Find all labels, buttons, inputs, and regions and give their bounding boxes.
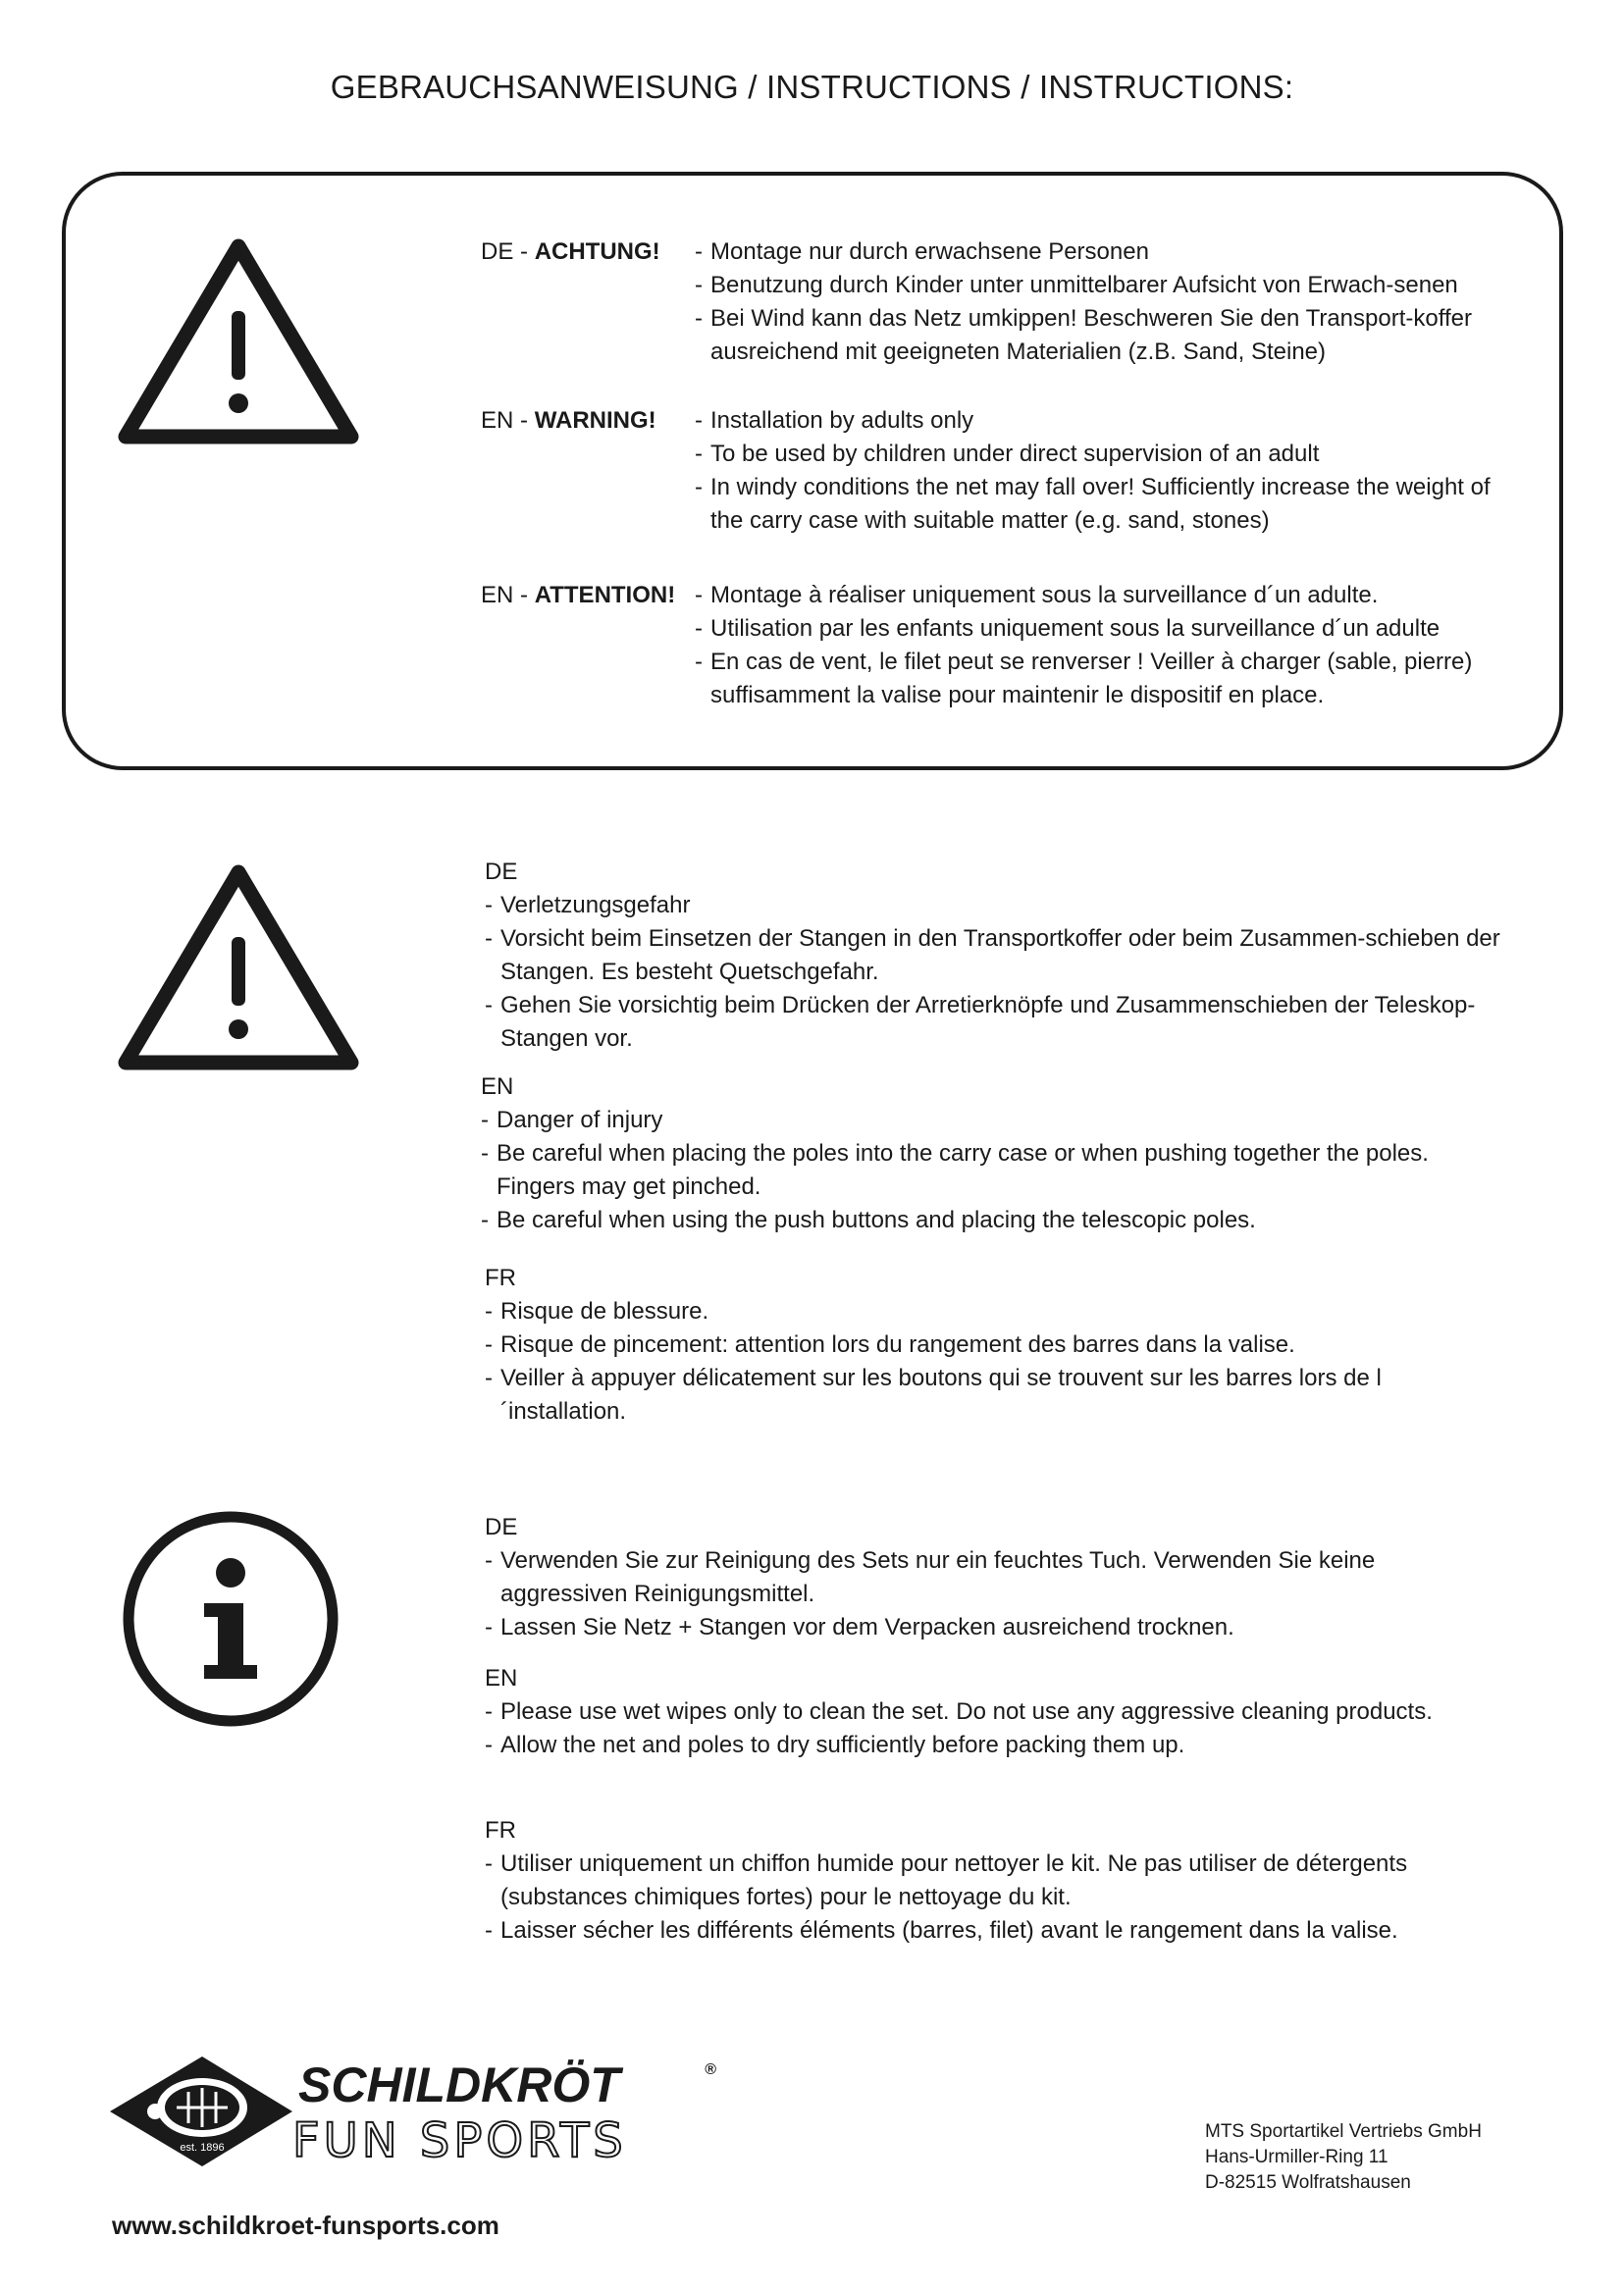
lang-code: EN bbox=[481, 582, 514, 608]
lang-heading: EN bbox=[481, 1073, 514, 1100]
injury-fr bbox=[485, 1262, 1505, 1429]
care-fr bbox=[485, 1814, 1505, 1948]
website-link[interactable]: www.schildkroet-funsports.com bbox=[112, 2211, 499, 2240]
company-address bbox=[1205, 2119, 1482, 2196]
lang-sep: - bbox=[520, 582, 529, 608]
lang-heading: FR bbox=[485, 1817, 516, 1844]
logo-sub: FUN SPORTS bbox=[292, 2113, 627, 2168]
care-en bbox=[485, 1662, 1505, 1762]
list-item: - Utilisation par les enfants uniquement sous la surveillance d´un adulte bbox=[695, 612, 1519, 646]
list-item: - Please use wet wipes only to clean the set. Do not use any aggressive cleaning products. bbox=[485, 1695, 1505, 1729]
list-item: - Be careful when using the push buttons and placing the telescopic poles. bbox=[481, 1204, 1501, 1237]
list-item: - Be careful when placing the poles into the carry case or when pushing together the poles. Fingers may get pinched. bbox=[481, 1137, 1501, 1204]
lang-sep: - bbox=[520, 407, 529, 434]
warning-triangle-icon bbox=[116, 859, 361, 1079]
info-circle-icon bbox=[120, 1508, 341, 1730]
list-item: - Risque de blessure. bbox=[485, 1295, 1505, 1328]
list-item: - In windy conditions the net may fall over! Sufficiently increase the weight of the carry case with suitable matter (e.g. sand, stones) bbox=[695, 471, 1519, 538]
list-item: - Montage nur durch erwachsene Personen bbox=[695, 235, 1519, 269]
list-item: - Risque de pincement: attention lors du rangement des barres dans la valise. bbox=[485, 1328, 1505, 1362]
list-item: - Veiller à appuyer délicatement sur les boutons qui se trouvent sur les barres lors de l´installation. bbox=[485, 1362, 1505, 1429]
company-name: MTS Sportartikel Vertriebs GmbH bbox=[1205, 2121, 1482, 2142]
page-title: GEBRAUCHSANWEISUNG / INSTRUCTIONS / INSTRUCTIONS: bbox=[330, 69, 1294, 105]
list-item: - Gehen Sie vorsichtig beim Drücken der Arretierknöpfe und Zusammenschieben der Teleskop-Stangen vor. bbox=[485, 989, 1505, 1056]
logo-brand: SCHILDKRÖT bbox=[298, 2057, 620, 2112]
warning-triangle-icon bbox=[116, 233, 361, 453]
list-item: - Bei Wind kann das Netz umkippen! Beschweren Sie den Transport-koffer ausreichend mit geeigneten Materialien (z.B. Sand, Steine) bbox=[695, 302, 1519, 369]
list-item: - To be used by children under direct supervision of an adult bbox=[695, 438, 1519, 471]
lang-heading: DE bbox=[485, 1514, 518, 1540]
company-street: Hans-Urmiller-Ring 11 bbox=[1205, 2147, 1388, 2167]
injury-de bbox=[485, 856, 1505, 1056]
list-item: - Benutzung durch Kinder unter unmittelbarer Aufsicht von Erwach-senen bbox=[695, 269, 1519, 302]
list-item: - Danger of injury bbox=[481, 1104, 1501, 1137]
list-item: - Verletzungsgefahr bbox=[485, 889, 1505, 922]
warning-word: ATTENTION! bbox=[534, 582, 676, 608]
list-item: - Utiliser uniquement un chiffon humide pour nettoyer le kit. Ne pas utiliser de détergents (substances chimiques fortes) pour le nettoyage du kit. bbox=[485, 1848, 1505, 1914]
lang-sep: - bbox=[520, 238, 529, 265]
care-de bbox=[485, 1511, 1505, 1644]
list-item: - Installation by adults only bbox=[695, 404, 1519, 438]
company-city: D-82515 Wolfratshausen bbox=[1205, 2172, 1411, 2193]
list-item: - En cas de vent, le filet peut se renverser ! Veiller à charger (sable, pierre) suffisamment la valise pour maintenir le dispositif en place. bbox=[695, 646, 1519, 712]
list-item: - Allow the net and poles to dry sufficiently before packing them up. bbox=[485, 1729, 1505, 1762]
injury-en bbox=[481, 1070, 1501, 1237]
list-item: - Montage à réaliser uniquement sous la surveillance d´un adulte. bbox=[695, 579, 1519, 612]
lang-heading: DE bbox=[485, 859, 518, 885]
list-item: - Vorsicht beim Einsetzen der Stangen in den Transportkoffer oder beim Zusammen-schieben der Stangen. Es besteht Quetschgefahr. bbox=[485, 922, 1505, 989]
logo-reg: ® bbox=[705, 2061, 716, 2078]
lang-code: DE bbox=[481, 238, 514, 265]
list-item: - Verwenden Sie zur Reinigung des Sets nur ein feuchtes Tuch. Verwenden Sie keine aggressiven Reinigungsmittel. bbox=[485, 1544, 1505, 1611]
brand-logo bbox=[106, 2049, 724, 2181]
warning-word: WARNING! bbox=[534, 407, 656, 434]
lang-heading: FR bbox=[485, 1265, 516, 1291]
lang-code: EN bbox=[481, 407, 514, 434]
list-item: - Lassen Sie Netz + Stangen vor dem Verpacken ausreichend trocknen. bbox=[485, 1611, 1505, 1644]
lang-heading: EN bbox=[485, 1665, 518, 1692]
list-item: - Laisser sécher les différents éléments (barres, filet) avant le rangement dans la valise. bbox=[485, 1914, 1505, 1948]
logo-est: est. 1896 bbox=[180, 2142, 225, 2154]
warning-word: ACHTUNG! bbox=[534, 238, 660, 265]
